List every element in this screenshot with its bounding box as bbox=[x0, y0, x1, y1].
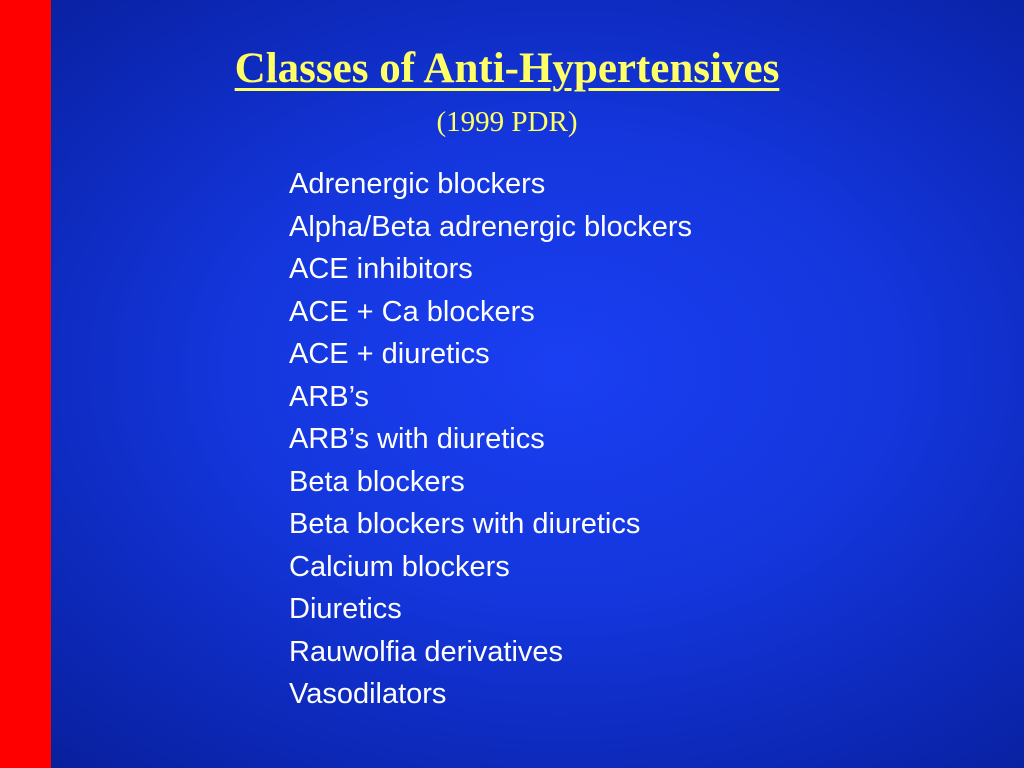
list-item: Beta blockers with diuretics bbox=[289, 508, 641, 540]
list-item: ACE + diuretics bbox=[289, 338, 490, 370]
list-item: ARB’s with diuretics bbox=[289, 423, 545, 455]
list-item: Alpha/Beta adrenergic blockers bbox=[289, 210, 693, 243]
slide-subtitle: (1999 PDR) bbox=[436, 106, 578, 138]
slide-title: Classes of Anti-Hypertensives bbox=[234, 45, 780, 92]
drug-class-list bbox=[289, 163, 692, 716]
list-item: ACE + Ca blockers bbox=[289, 295, 535, 328]
list-item: Calcium blockers bbox=[289, 550, 510, 583]
list-item: Diuretics bbox=[289, 593, 402, 625]
list-item: ACE inhibitors bbox=[289, 253, 473, 285]
list-item: Rauwolfia derivatives bbox=[289, 635, 564, 668]
list-item: Adrenergic blockers bbox=[289, 168, 546, 200]
list-item: Beta blockers bbox=[289, 465, 465, 498]
list-item: Vasodilators bbox=[289, 678, 447, 710]
list-item: ARB’s bbox=[289, 380, 370, 413]
